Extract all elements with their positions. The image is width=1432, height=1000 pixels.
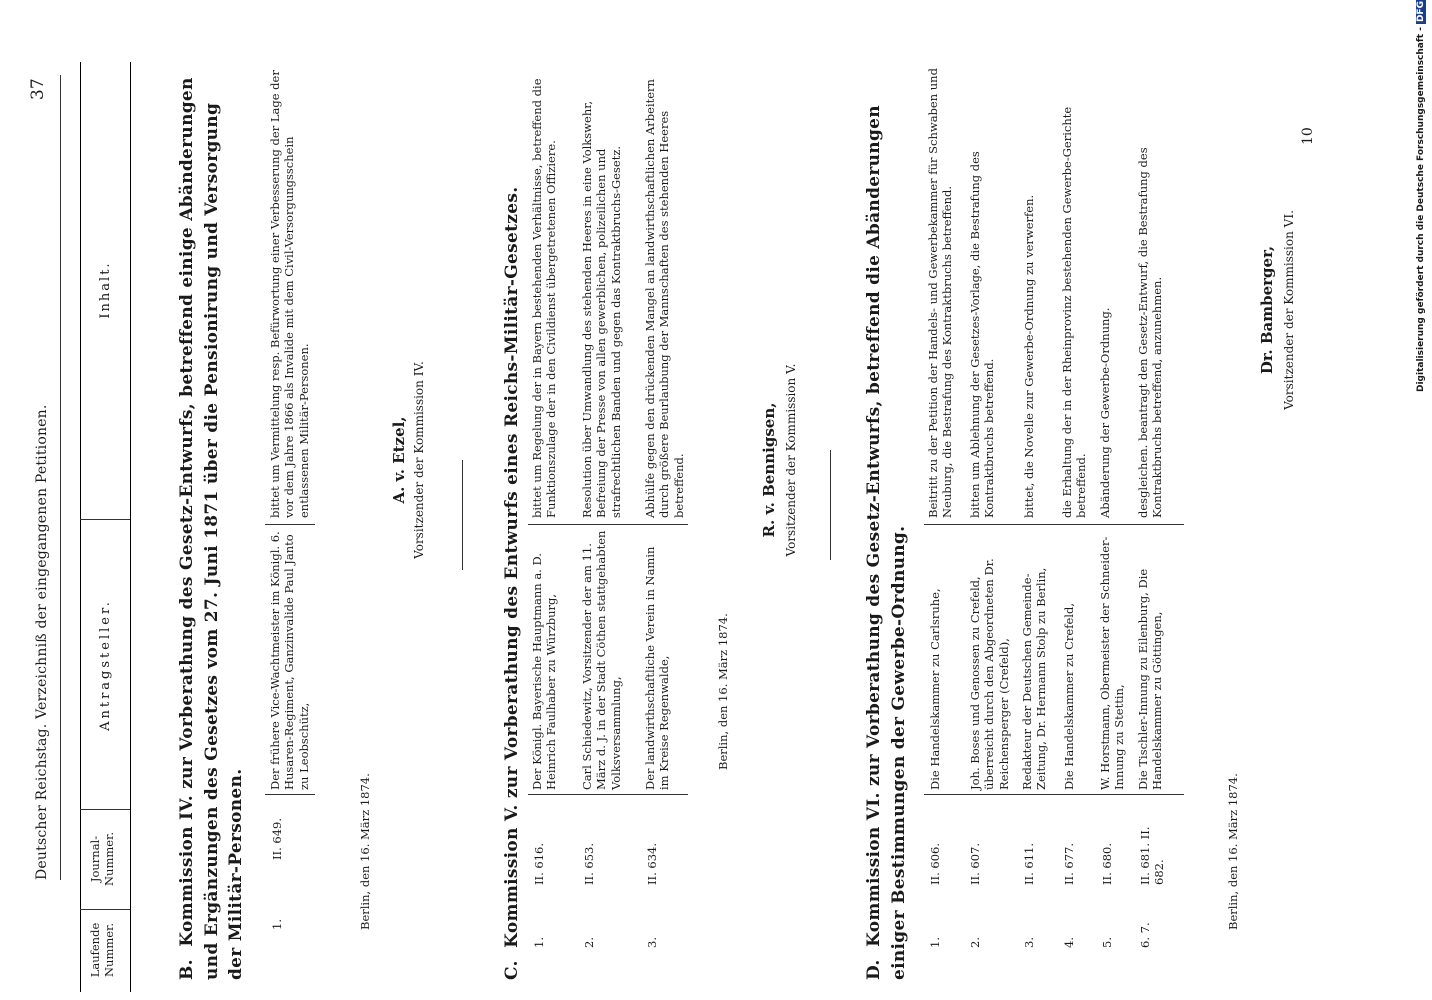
section-c-divider-1: [528, 794, 688, 795]
section-d-title: [862, 70, 911, 980]
section-c-end-rule: [830, 450, 831, 560]
section-d-entry-6-applicant: Die Tischler-Innung zu Eilenburg, Die Handelskammer zu Göttingen,: [1136, 568, 1165, 790]
section-d-date: Berlin, den 16. März 1874.: [1226, 773, 1240, 930]
section-c-entry-3-applicant: Der landwirthschaftliche Verein in Namin im Kreise Regenwalde,: [643, 546, 672, 790]
column-header-journal-number: Journal-Nummer.: [88, 832, 117, 886]
section-d-entry-5-applicant: W. Horstmann, Obermeister der Schneider-Innung zu Stettin,: [1098, 536, 1127, 790]
section-d-entry-2-number: 2.: [968, 937, 982, 948]
section-b-entry-1-content: bittet um Vermittelung resp. Befürwortung einer Verbesserung der Lage der vor dem Jahre 1866 als Invalide mit dem Civil-Versorgungsschein entlassenen Militär-Personen.: [268, 70, 311, 518]
section-c-signature: R. v. Bennigsen,: [760, 402, 778, 538]
section-c-date: Berlin, den 16. März 1874.: [716, 613, 730, 770]
section-c-entry-1-applicant: Der Königl. Bayerische Hauptmann a. D. Heinrich Faulhaber zu Würzburg,: [530, 553, 559, 790]
section-c-entry-1-journal: II. 616.: [532, 842, 546, 885]
section-d-entry-4-number: 4.: [1062, 937, 1076, 948]
section-d-entry-1-content: Beitritt zu der Petition der Handels- und Gewerbekammer für Schwaben und Neuburg, die Bestrafung des Kontraktbruchs betreffend.: [926, 68, 955, 518]
section-b-date: Berlin, den 16. März 1874.: [358, 773, 372, 930]
section-b-row-divider: [265, 794, 315, 795]
section-c-entry-2-journal: II. 653.: [582, 842, 596, 885]
section-c-entry-2-applicant: Carl Schiedewitz, Vorsitzender der am 11. März d. J. in der Stadt Cöthen stattgehabten Volksversammlung,: [580, 530, 623, 790]
section-d-entry-1-applicant: Die Handelskammer zu Carlsruhe,: [928, 588, 942, 790]
section-d-entry-5-content: Abänderung der Gewerbe-Ordnung.: [1098, 307, 1112, 518]
section-d-entry-4-journal: II. 677.: [1062, 842, 1076, 885]
section-d-signature-role: Vorsitzender der Kommission VI.: [1282, 210, 1296, 410]
section-d-heading: Kommission VI. zur Vorberathung des Gesetz-Entwurfs, betreffend die Abänderungen einiger Bestimmungen der Gewerbe-Ordnung.: [864, 105, 909, 980]
table-header-divider-2: [80, 809, 130, 810]
section-d-entry-1-number: 1.: [928, 937, 942, 948]
page-number: 37: [28, 78, 48, 100]
section-d-divider-1: [924, 794, 1184, 795]
section-d-entry-4-content: die Erhaltung der in der Rheinprovinz bestehenden Gewerbe-Gerichte betreffend.: [1060, 106, 1089, 518]
table-header-top-rule: [80, 62, 81, 992]
section-d-entry-6-content: desgleichen. beantragt den Gesetz-Entwurf, die Bestrafung des Kontraktbruchs betreffend, anzunehmen.: [1136, 147, 1165, 518]
section-b-entry-1-number: 1.: [270, 919, 284, 930]
header-rule: [60, 120, 61, 880]
section-c-entry-3-journal: II. 634.: [645, 842, 659, 885]
section-c-title: [500, 70, 525, 980]
section-d-entry-2-applicant: Joh. Boses und Genossen zu Crefeld, überreicht durch den Abgeordneten Dr. Reichensperger (Crefeld),: [968, 558, 1011, 790]
section-b-end-rule: [462, 460, 463, 570]
section-d-entry-1-journal: II. 606.: [928, 842, 942, 885]
column-header-running-number: Laufende Nummer.: [88, 922, 117, 978]
table-header-bottom-rule: [130, 62, 131, 992]
section-c-entry-3-content: Abhülfe gegen den drückenden Mangel an landwirthschaftlichen Arbeitern durch größere Beurlaubung der Mannschaften des stehenden Heeres betreffend.: [643, 79, 686, 518]
section-b-signature-role: Vorsitzender der Kommission IV.: [412, 361, 426, 559]
credit-text: Digitalisierung gefördert durch die Deutsche Forschungsgemeinschaft -: [1416, 27, 1426, 392]
section-d-entry-4-applicant: Die Handelskammer zu Crefeld,: [1062, 603, 1076, 790]
digitization-credit: [1416, 0, 1426, 392]
section-d-entry-2-journal: II. 607.: [968, 842, 982, 885]
page-number-rule: [60, 75, 61, 135]
section-d-signature: Dr. Bamberger,: [1258, 245, 1276, 375]
section-c-entry-2-number: 2.: [582, 937, 596, 948]
section-b-row-divider-2: [265, 524, 315, 525]
section-c-signature-role: Vorsitzender der Kommission V.: [784, 363, 798, 557]
section-c-entry-1-number: 1.: [532, 937, 546, 948]
section-d-entry-2-content: bitten um Ablehnung der Gesetzes-Vorlage, die Bestrafung des Kontraktbruchs betreffend.: [968, 151, 997, 518]
section-c-heading: Kommission V. zur Vorberathung des Entwurfs eines Reichs-Militär-Gesetzes.: [502, 186, 522, 948]
section-b-entry-1-applicant: Der frühere Vice-Wachtmeister im Königl. 6. Husaren-Regiment, Ganzinvalide Paul Janto zu Leobschütz,: [268, 531, 311, 790]
column-header-applicant: Antragsteller.: [98, 599, 113, 731]
section-c-entry-3-number: 3.: [645, 937, 659, 948]
section-d-entry-6-number: 6. 7.: [1138, 922, 1152, 948]
table-header-divider-1: [80, 909, 130, 910]
section-b-heading: Kommission IV. zur Vorberathung des Gesetz-Entwurfs, betreffend einige Abänderungen und Ergänzungen des Gesetzes vom 27. Juni 1871 über die Pensionirung und Versorgung der Militär-Personen.: [177, 77, 247, 980]
section-b-signature: A. v. Etzel,: [390, 416, 408, 504]
section-c-entry-1-content: bittet um Regelung der in Bayern bestehenden Verhältnisse, betreffend die Funktionszulage der in den Civildienst übergetretenen Offiziere.: [530, 78, 559, 518]
section-d-letter: D.: [864, 959, 884, 980]
section-c-divider-2: [528, 524, 688, 525]
section-b-title: [175, 70, 249, 980]
section-d-entry-3-journal: II. 611.: [1022, 842, 1036, 885]
table-header-divider-3: [80, 519, 130, 520]
section-d-divider-2: [924, 524, 1184, 525]
running-title: Deutscher Reichstag. Verzeichniß der eingegangenen Petitionen.: [34, 404, 50, 880]
section-b-entry-1-journal: II. 649.: [270, 817, 284, 860]
sheet-number: 10: [1300, 127, 1316, 145]
section-c-letter: C.: [502, 960, 522, 980]
section-d-entry-5-journal: II. 680.: [1100, 842, 1114, 885]
section-d-entry-3-applicant: Redakteur der Deutschen Gemeinde-Zeitung, Dr. Hermann Stolp zu Berlin,: [1020, 567, 1049, 790]
section-d-entry-5-number: 5.: [1100, 937, 1114, 948]
section-c-entry-2-content: Resolution über Umwandlung des stehenden Heeres in eine Volkswehr, Befreiung der Presse von allen gewerblichen, polizeilichen und strafrechtlichen Banden und gegen das Kontraktbruchs-Gesetz.: [580, 100, 623, 518]
dfg-logo: DFG: [1416, 1, 1426, 23]
column-header-content: Inhalt.: [98, 261, 113, 319]
section-d-entry-6-journal: II. 681. II. 682.: [1138, 826, 1167, 885]
section-d-entry-3-number: 3.: [1022, 937, 1036, 948]
section-d-entry-3-content: bittet, die Novelle zur Gewerbe-Ordnung zu verwerfen.: [1022, 194, 1036, 518]
section-b-letter: B.: [177, 959, 197, 980]
